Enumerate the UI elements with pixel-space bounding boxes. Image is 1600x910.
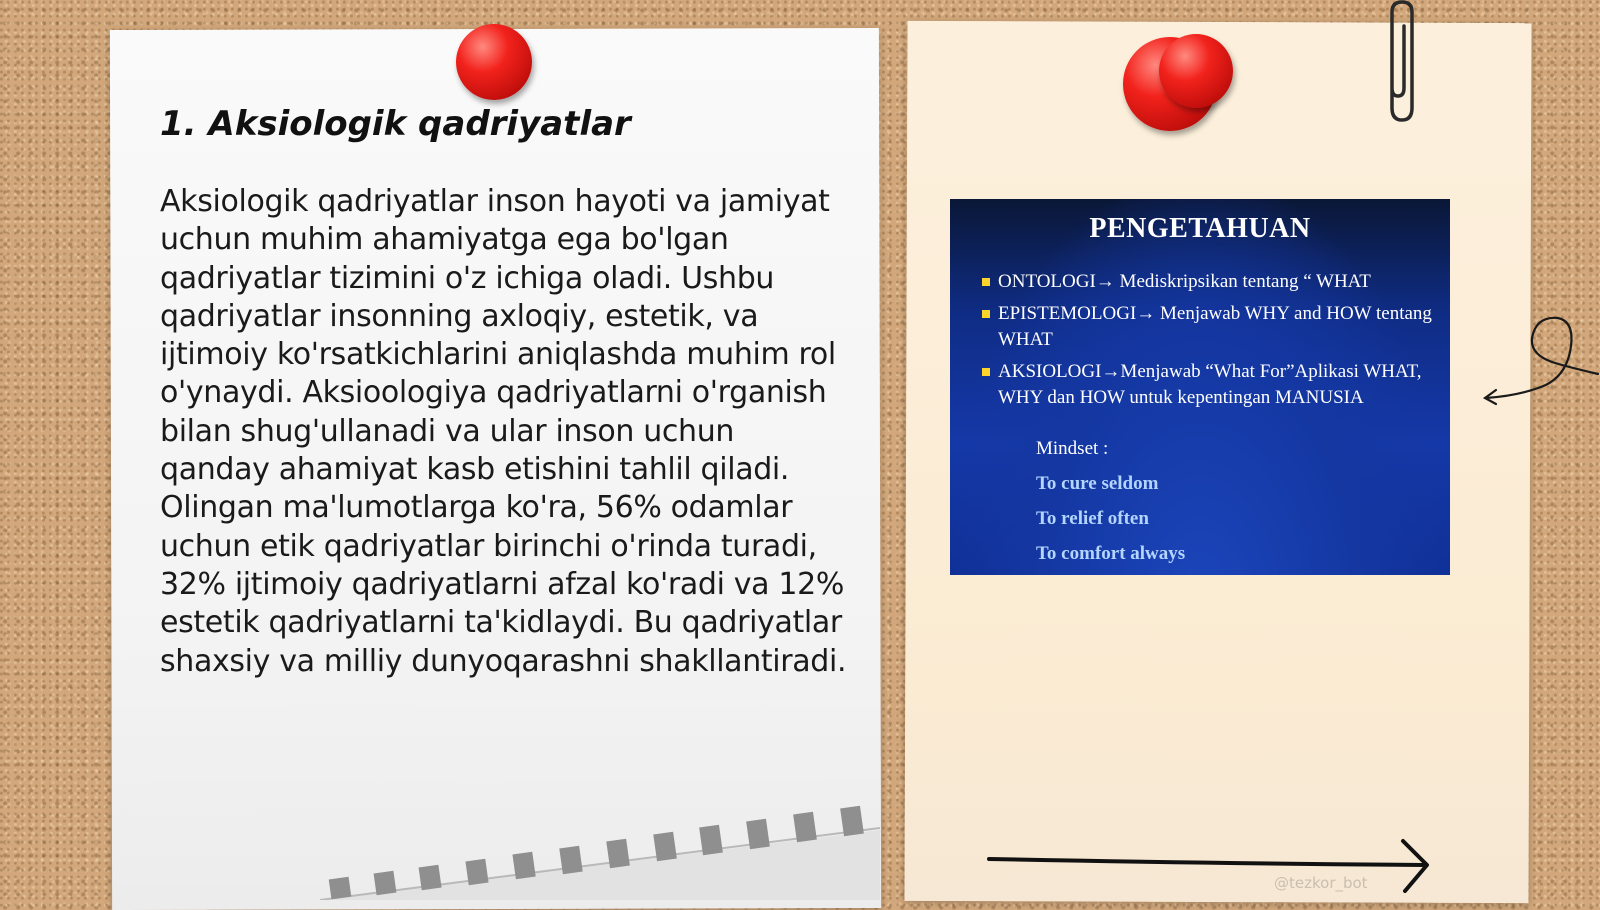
slide-bullet: AKSIOLOGI→Menjawab “What For”Aplikasi WHAT, WHY dan HOW untuk kepentingan MANUSIA [980,359,1440,411]
slide-title: PENGETAHUAN [1089,213,1311,244]
torn-paper-scraps [320,800,880,900]
curl-arrow-icon [1480,310,1600,410]
slide-image [950,199,1450,575]
mindset-item: To comfort always [1036,543,1186,564]
slide-bullet: EPISTEMOLOGI→ Menjawab WHY and HOW tentang WHAT [980,301,1440,353]
slide-bullet: ONTOLOGI→ Mediskripsikan tentang “ WHAT [980,269,1440,295]
red-pushpin-icon [1159,34,1233,108]
mindset-item: To relief often [1036,508,1149,529]
mindset-label: Mindset : [1036,438,1109,459]
page-title: 1. Aksiologik qadriyatlar [160,104,631,144]
watermark: @tezkor_bot [1274,874,1368,892]
bullet-square-icon [982,368,990,376]
paperclip-icon [1378,0,1424,128]
red-pushpin-icon [456,24,532,100]
mindset-item: To cure seldom [1036,473,1159,494]
bullet-square-icon [982,278,990,286]
bullet-square-icon [982,310,990,318]
arrow-right-icon [985,835,1445,897]
body-paragraph: Aksiologik qadriyatlar inson hayoti va jamiyat uchun muhim ahamiyatga ega bo'lgan qadriyatlar tizimini o'z ichiga oladi. Ushbu qadriyatlar insonning axloqiy, estetik, va ijtimoiy ko'rsatkichlarini aniqlashda muhim rol o'ynaydi. Aksioologiya qadriyatlarni o'rganish bilan shug'ullanadi va ular inson uchun qanday ahamiyat kasb etishini tahlil qiladi. Olingan ma'lumotlarga ko'ra, 56% odamlar uchun etik qadriyatlar birinchi o'rinda turadi, 32% ijtimoiy qadriyatlarni afzal ko'radi va 12% estetik qadriyatlarni ta'kidlaydi. Bu qadriyatlar shaxsiy va milliy dunyoqarashni shakllantiradi. [160,184,847,679]
